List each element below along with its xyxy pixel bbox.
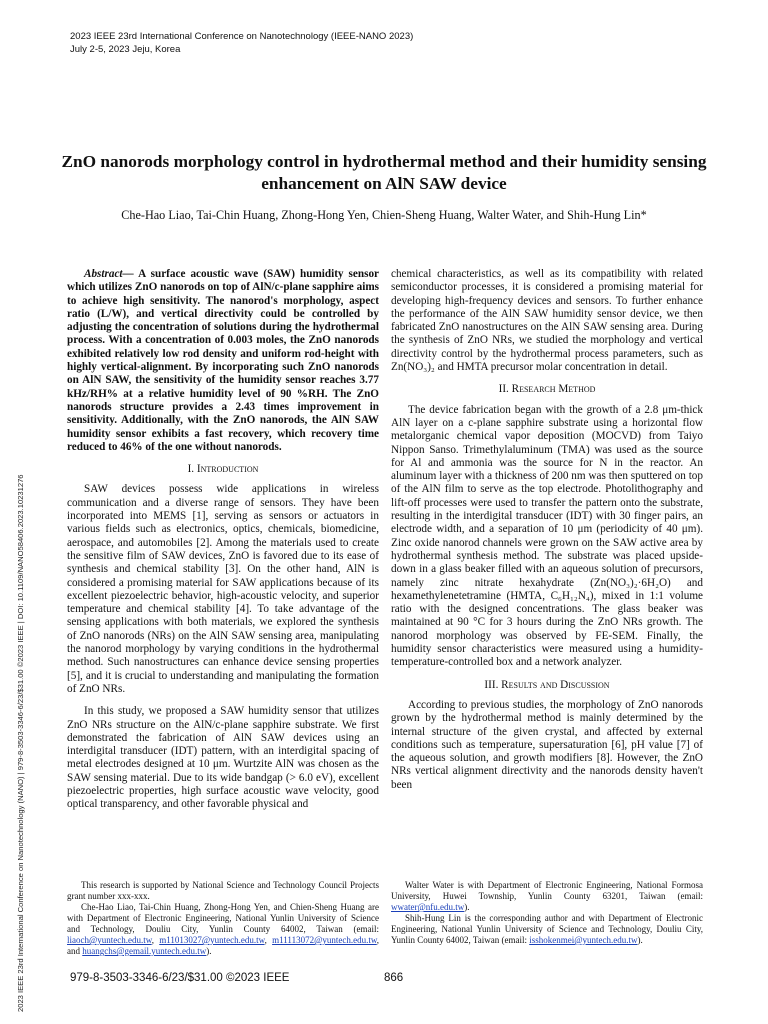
email-link[interactable]: wwater@nfu.edu.tw [391,902,465,912]
abstract: Abstract— A surface acoustic wave (SAW) humidity sensor which utilizes ZnO nanorods on top of AlN/c-plane sapphire aims to achieve high sensitivity. The nanorod's morphology, aspect ratio (L/W), and vertical directivity could be controlled by adjusting the concentration of solutions during the hydrothermal process. With a concentration of 0.003 moles, the ZnO nanorods exhibited relatively low rod density and uniform rod-height with highly vertical-alignment. By incorporating such ZnO nanorods on AlN SAW, the sensitivity of the humidity sensor reaches 3.77 kHz/RH% at a relative humidity level of 90 %RH. The ZnO nanorods structure provides a 2.43 times improvement in sensitivity. Additionally, with the ZnO nanorods, the AlN SAW humidity sensor exhibits a fast recovery, which recovery time reduced to 46% of the one without nanorods. [67,268,380,453]
footnote-affiliation: Walter Water is with Department of Electronic Engineering, National Formosa University, Huwei Township, Yunlin County 63201, Taiwan (email: wwater@nfu.edu.tw). [391,880,703,912]
issn-copyright: 979-8-3503-3346-6/23/$31.00 ©2023 IEEE [70,972,290,984]
conference-name: 2023 IEEE 23rd International Conference on Nanotechnology (IEEE-NANO 2023) [70,31,414,42]
email-link[interactable]: isshokenmei@yuntech.edu.tw [529,935,638,945]
email-link[interactable]: m11113072@yuntech.edu.tw [272,935,377,945]
footnote-affiliation-text: Che-Hao Liao, Tai-Chin Huang, Zhong-Hong Yen, and Chien-Sheng Huang are with Department of Electronic Engineering, National Yunlin University of Science and Technology, Douliu City, Yunlin County 64002, Taiwan (email: [67,902,379,934]
footnote-right [391,880,703,946]
conference-header [70,30,413,56]
footnote-corresponding: Shih-Hung Lin is the corresponding author and with Department of Electronic Engineering, National Yunlin University of Science and Technology, Douliu City, Yunlin County 64002, Taiwan (email: isshokenmei@yuntech.edu.tw). [391,913,703,945]
abstract-text: A surface acoustic wave (SAW) humidity sensor which utilizes ZnO nanorods on top of AlN/c-plane sapphire aims to achieve high sensitivity. The nanorod's morphology, aspect ratio (L/W), and vertical directivity could be controlled by adjusting the concentration of solutions during the hydrothermal process. With a concentration of 0.003 moles, the ZnO nanorods exhibited relatively low rod density and uniform rod-height with highly vertical-alignment. By incorporating such ZnO nanorods on AlN SAW, the sensitivity of the humidity sensor reaches 3.77 kHz/RH% at a relative humidity level of 90 %RH. The ZnO nanorods structure provides a 2.43 times improvement in sensitivity. Additionally, with the ZnO nanorods, the AlN SAW humidity sensor exhibits a fast recovery, which recovery time reduced to 46% of the one without nanorods. [67,268,380,453]
conference-date-location: July 2-5, 2023 Jeju, Korea [70,44,181,55]
email-link[interactable]: huangchs@gemail.yuntech.edu.tw [82,946,207,956]
paragraph: According to previous studies, the morphology of ZnO nanorods grown by the hydrothermal method is mainly determined by the internal structure of the given crystal, and affected by external conditions such as temperature, supersaturation [6], pH value [7] of the aqueous solution, and growth modifiers [8]. However, the ZnO NRs vertical alignment directivity and the nanorods density haven't been [391,698,703,791]
footnote-affiliation: Che-Hao Liao, Tai-Chin Huang, Zhong-Hong Yen, and Chien-Sheng Huang are with Department of Electronic Engineering, National Yunlin University of Science and Technology, Douliu City, Yunlin County 64002, Taiwan (email: liaoch@yuntech.edu.tw, m11013027@yuntech.edu.tw, m11113072@yuntech.edu.tw, and huangchs@gemail.yuntech.edu.tw). [67,902,380,956]
section-heading-results: III. Results and Discussion [484,678,610,691]
right-column [391,268,703,801]
footnote-left [67,880,379,957]
footnote-affiliation-text: Walter Water is with Department of Electronic Engineering, National Formosa University, Huwei Township, Yunlin County 63201, Taiwan (email: [391,880,703,901]
paragraph: chemical characteristics, as well as its compatibility with related semiconductor processes, it is considered a promising material for developing high-frequency devices and sensors. To further enhance the performance of the AlN SAW humidity sensor device, we then fabricated ZnO nanostructures on the AlN SAW sensing area. During the synthesis of ZnO NRs, we studied the morphology and vertical directivity control by the hydrothermal process parameters, such as Zn(NO₃)₂ and HMTA precursor molar concentration in detail. [391,268,703,374]
paper-title: ZnO nanorods morphology control in hydrothermal method and their humidity sensing enhancement on AlN SAW device [61,152,707,193]
paragraph: In this study, we proposed a SAW humidity sensor that utilizes ZnO NRs structure on the AlN/c-plane sapphire substrate. We first demonstrated the fabrication of AlN SAW devices using an interdigital transducer (IDT) pattern, with an interdigital spacing of metal electrodes designed at 10 μm. Wurtzite AlN was chosen as the SAW sensing material. Due to its wide bandgap (> 6.0 eV), excellent piezoelectric properties, high surface acoustic wave velocity, good optical transparency, and other favorable physical and [67,705,379,811]
footnote-corresponding-text: Shih-Hung Lin is the corresponding author and with Department of Electronic Engineering, National Yunlin University of Science and Technology, Douliu City, Yunlin County 64002, Taiwan (email: [391,913,703,945]
section-heading-research-method: II. Research Method [498,383,596,396]
abstract-label: Abstract [84,268,123,280]
email-link[interactable]: liaoch@yuntech.edu.tw [67,935,152,945]
paragraph: SAW devices possess wide applications in wireless communication and a diverse range of sensors. They have been incorporated into MEMS [1], serving as sensors or actuators in various fields such as electronics, optics, chemicals, biomedicine, aerospace, and automobiles [2]. Among the materials used to create the sensitive film of SAW devices, ZnO is favored due to its ease of synthesis and chemical stability [3]. On the other hand, AlN is considered a promising material for SAW applications because of its excellent piezoelectric behavior, high-acoustic velocity, and superior temperature and chemical stability [4]. To take advantage of the sensing applications with both materials, we explored the synthesis of ZnO nanorods (NRs) on the AlN SAW sensing area, manipulating the nanorod morphology by varying conditions in the hydrothermal method. Such nanostructures can enhance device sensing properties [5], and it is crucial to understanding and manipulating the formation of ZnO NRs. [67,483,379,695]
side-doi-strip: 2023 IEEE 23rd International Conference on Nanotechnology (NANO) | 979-8-3503-3346-6/23/$31.00 ©2023 IEEE | DOI: 10.1109/NANO58406.2023.10231276 [16,474,25,1012]
author-list: Che-Hao Liao, Tai-Chin Huang, Zhong-Hong Yen, Chien-Sheng Huang, Walter Water, and Shih-Hung Lin* [121,208,647,222]
page-number: 866 [384,972,404,984]
email-link[interactable]: m11013027@yuntech.edu.tw [159,935,265,945]
footnote-funding: This research is supported by National Science and Technology Council Projects grant number xxx-xxx. [67,880,379,901]
left-column [67,268,379,821]
section-heading-introduction: I. Introduction [187,463,259,476]
paragraph: The device fabrication began with the growth of a 2.8 μm-thick AlN layer on a c-plane sapphire substrate using a horizontal flow metalorganic chemical vapor deposition (MOCVD) from Taiyo Nippon Sanso. Trimethylaluminum (TMA) was used as the source for Al and ammonia was the source for N in the reactor. An aluminum layer with a thickness of 200 nm was then sputtered on top of the AlN film to serve as the top electrode. Photolithography and lift-off processes were used to transfer the pattern onto the substrate, resulting in the interdigital transducer (IDT) with 30 finger pairs, an electrode width, and a separation of 10 μm (periodicity of 40 μm). Zinc oxide nanorod channels were grown on the SAW active area by hydrothermal synthesis method. The substrate was placed upside-down in a glass beaker filled with an aqueous solution of precursors, namely zinc nitrate hexahydrate (Zn(NO₃)₂·6H₂O) and hexamethylenetetramine (HMTA, C₆H₁₂N₄), mixed in 1:1 volume ratio with the designed concentrations. The glass beaker was maintained at 90 °C for 3 hours during the ZnO NRs growth. The nanorod morphology was observed by FE-SEM. Finally, the humidity sensor characteristics were measured using a humidity-temperature-controlled box and a network analyzer. [391,403,703,669]
